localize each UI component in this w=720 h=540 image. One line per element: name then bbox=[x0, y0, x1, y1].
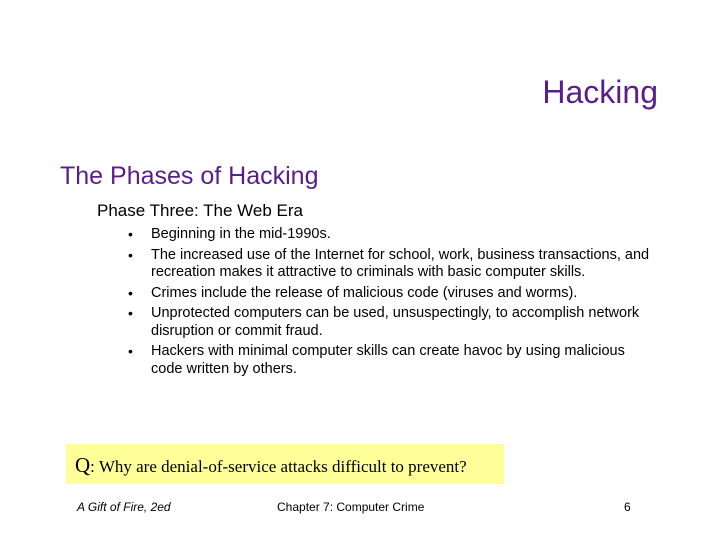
bullet-text: Crimes include the release of malicious code (viruses and worms). bbox=[151, 284, 578, 301]
bullet-dot-icon: • bbox=[128, 246, 133, 263]
subheading: Phase Three: The Web Era bbox=[97, 201, 304, 220]
question-letter: Q bbox=[75, 453, 91, 477]
footer-chapter: Chapter 7: Computer Crime bbox=[277, 500, 425, 514]
bullet-dot-icon: • bbox=[128, 343, 133, 359]
bullet-text: Beginning in the mid-1990s. bbox=[151, 226, 331, 242]
bullet-dot-icon: • bbox=[128, 226, 133, 242]
bullet-list bbox=[128, 226, 658, 381]
footer-book-title: A Gift of Fire, 2ed bbox=[77, 500, 171, 514]
bullet-item bbox=[128, 343, 658, 378]
bullet-item bbox=[128, 305, 658, 340]
bullet-item bbox=[128, 247, 658, 282]
bullet-text: Unprotected computers can be used, unsuspectingly, to accomplish network disruption or commit fraud. bbox=[151, 305, 640, 339]
slide-title: Hacking bbox=[542, 74, 658, 110]
bullet-text: Hackers with minimal computer skills can create havoc by using malicious code written by others. bbox=[151, 343, 625, 377]
bullet-dot-icon: • bbox=[128, 305, 133, 321]
bullet-item bbox=[128, 226, 658, 244]
bullet-dot-icon: • bbox=[128, 284, 133, 301]
bullet-text: The increased use of the Internet for school, work, business transactions, and recreation makes it attractive to criminals with basic computer skills. bbox=[151, 246, 650, 280]
footer-page-number: 6 bbox=[624, 500, 631, 514]
bullet-item bbox=[128, 285, 658, 303]
question-box bbox=[66, 444, 504, 484]
section-heading: The Phases of Hacking bbox=[60, 162, 319, 190]
question-text: : Why are denial-of-service attacks difficult to prevent? bbox=[90, 457, 467, 476]
